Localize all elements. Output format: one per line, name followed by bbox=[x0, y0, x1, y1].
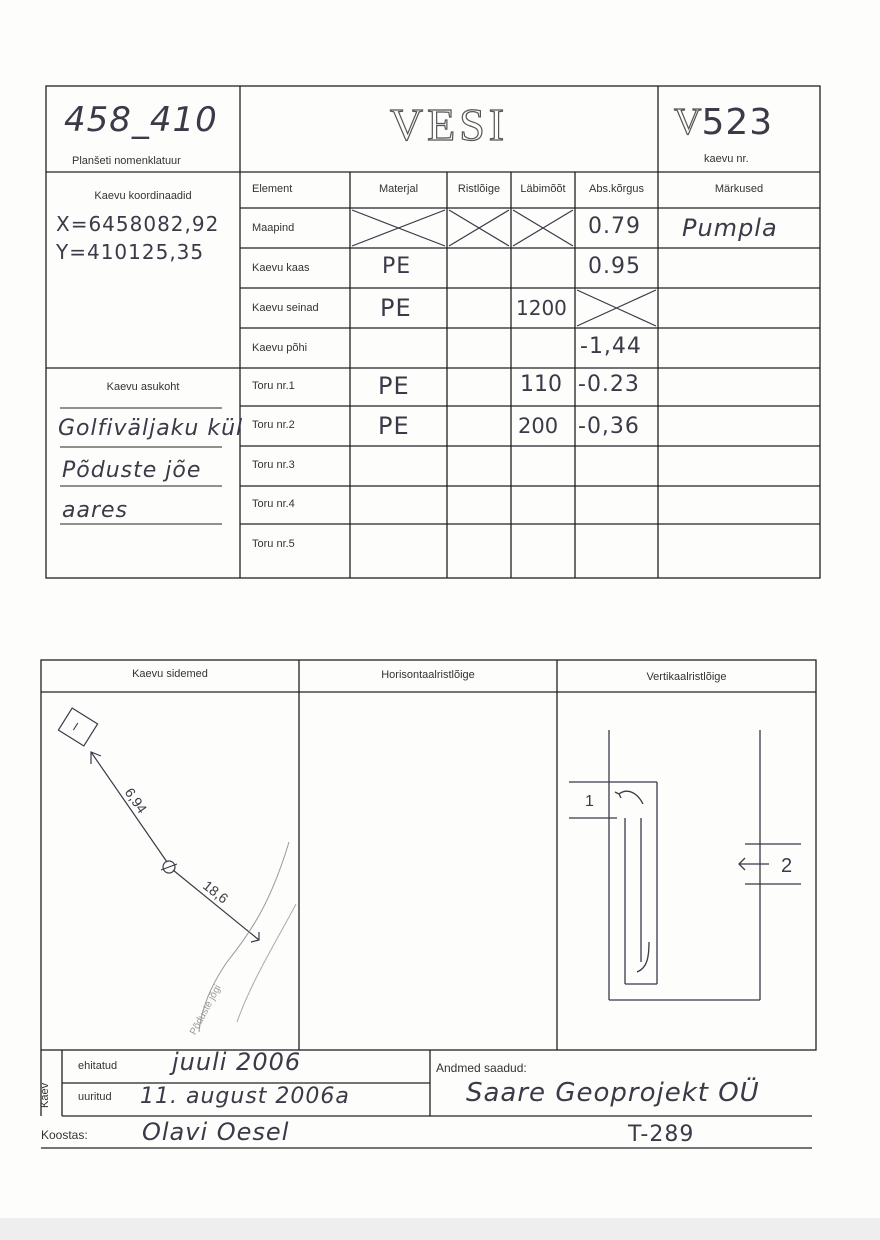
row-label: Kaevu kaas bbox=[252, 262, 310, 274]
header-cross-section: Ristlõige bbox=[457, 183, 501, 195]
header-elevation: Abs.kõrgus bbox=[588, 183, 645, 195]
cell-material: PE bbox=[378, 412, 410, 440]
data-from-value: Saare Geoprojekt OÜ bbox=[466, 1078, 760, 1108]
vertical-section-sketch bbox=[557, 692, 816, 1050]
coordinate-y: Y=410125,35 bbox=[56, 240, 205, 264]
coordinate-x: X=6458082,92 bbox=[56, 212, 220, 236]
well-number-label: kaevu nr. bbox=[704, 153, 749, 165]
well-number bbox=[674, 100, 773, 144]
built-value: juuli 2006 bbox=[172, 1048, 302, 1076]
row-label: Toru nr.2 bbox=[252, 419, 295, 431]
data-from-label: Andmed saadud: bbox=[436, 1061, 527, 1075]
pipe-1-label: 1 bbox=[585, 793, 594, 810]
location-line-2: Põduste jõe bbox=[62, 458, 202, 483]
cell-elevation: -0.23 bbox=[578, 372, 640, 397]
upper-table-grid bbox=[0, 0, 880, 600]
row-label: Toru nr.3 bbox=[252, 459, 295, 471]
location-label: Kaevu asukoht bbox=[106, 381, 180, 393]
nomenclature-label: Planšeti nomenklatuur bbox=[72, 155, 181, 167]
row-label: Kaevu seinad bbox=[252, 302, 319, 314]
connections-sketch bbox=[41, 692, 299, 1050]
river-label: Põduste jõgi bbox=[188, 983, 224, 1037]
reference-marker bbox=[58, 708, 97, 746]
header-material: Materjal bbox=[378, 183, 419, 195]
compiled-value: Olavi Oesel bbox=[142, 1118, 290, 1146]
cell-diameter: 1200 bbox=[516, 296, 567, 320]
location-line-3: aares bbox=[62, 498, 129, 523]
cell-notes: Pumpla bbox=[682, 214, 778, 242]
cell-material: PE bbox=[380, 294, 412, 322]
built-label: ehitatud bbox=[78, 1060, 118, 1072]
surveyed-label: uuritud bbox=[78, 1091, 112, 1103]
cell-material: PE bbox=[378, 372, 410, 400]
row-label: Kaevu põhi bbox=[252, 342, 308, 354]
nomenclature-value: 458_410 bbox=[64, 100, 218, 140]
cell-elevation: -1,44 bbox=[580, 334, 642, 359]
cell-diameter: 110 bbox=[520, 372, 562, 397]
cell-diameter: 200 bbox=[518, 414, 559, 438]
side-label: Kaev bbox=[39, 1082, 51, 1108]
section-horizontal: Horisontaalristlõige bbox=[381, 669, 475, 681]
well-number-prefix: V bbox=[674, 101, 702, 143]
coordinates-label: Kaevu koordinaadid bbox=[94, 190, 192, 202]
cell-elevation: 0.95 bbox=[588, 254, 641, 279]
row-label: Toru nr.5 bbox=[252, 538, 295, 550]
well-number-digits: 523 bbox=[701, 102, 774, 143]
section-connections: Kaevu sidemed bbox=[132, 668, 208, 680]
header-element: Element bbox=[252, 183, 293, 195]
marker-label: I bbox=[70, 719, 81, 734]
location-line-1: Golfiväljaku kül bbox=[58, 416, 244, 441]
surveyed-value: 11. august 2006a bbox=[140, 1084, 350, 1109]
cell-elevation: 0.79 bbox=[588, 214, 641, 239]
distance-1: 6,94 bbox=[121, 784, 151, 817]
compiled-label: Koostas: bbox=[41, 1128, 88, 1142]
scan-edge bbox=[0, 1218, 880, 1240]
header-diameter: Läbimõõt bbox=[520, 183, 566, 195]
distance-2: 18,6 bbox=[200, 877, 232, 907]
pipe-2-label: 2 bbox=[781, 855, 793, 877]
document-code: T-289 bbox=[628, 1122, 695, 1147]
row-label: Toru nr.1 bbox=[252, 380, 295, 392]
page-title: VESI bbox=[389, 99, 509, 150]
row-label: Maapind bbox=[252, 222, 295, 234]
header-notes: Märkused bbox=[714, 183, 764, 195]
cell-elevation: -0,36 bbox=[578, 414, 640, 439]
cell-material: PE bbox=[382, 254, 412, 279]
section-vertical: Vertikaalristlõige bbox=[646, 671, 727, 683]
row-label: Toru nr.4 bbox=[252, 498, 295, 510]
